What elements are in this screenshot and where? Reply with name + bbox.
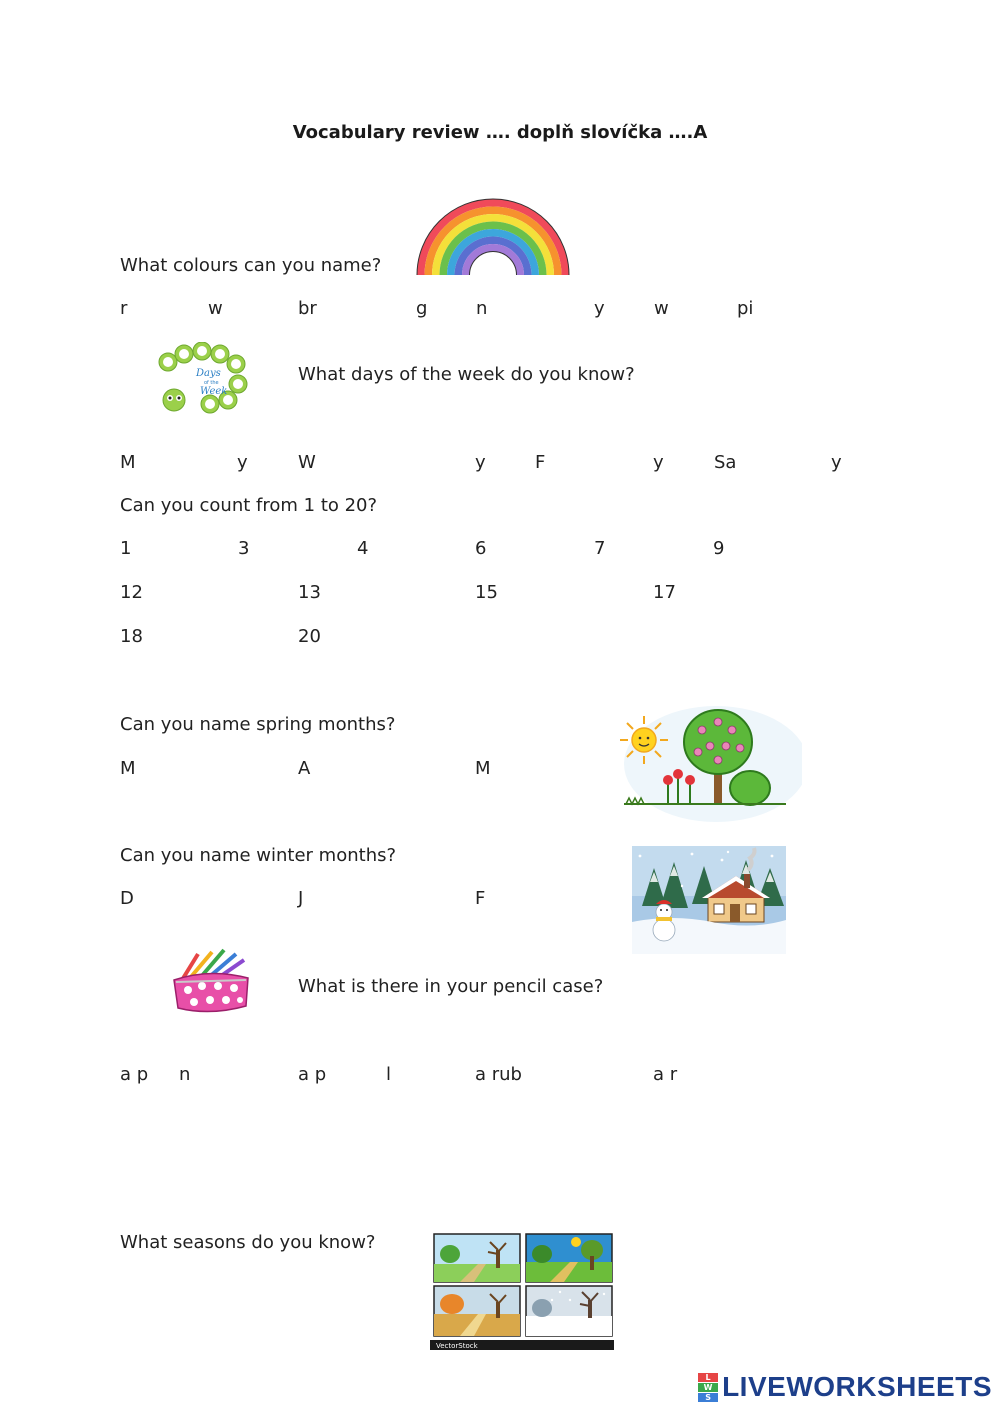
- seasons-question: What seasons do you know?: [120, 1232, 376, 1253]
- winter-fragment[interactable]: F: [475, 888, 486, 909]
- colour-fragment[interactable]: r: [120, 298, 128, 319]
- number-item[interactable]: 1: [120, 538, 132, 559]
- day-fragment[interactable]: F: [535, 452, 546, 473]
- rainbow-image: [414, 193, 572, 279]
- colour-fragment[interactable]: g: [416, 298, 428, 319]
- spring-fragment[interactable]: A: [298, 758, 311, 779]
- logo-badge-letter: S: [698, 1393, 718, 1402]
- number-item[interactable]: 12: [120, 582, 143, 603]
- pencil-fragment[interactable]: a rub: [475, 1064, 522, 1085]
- day-fragment[interactable]: y: [831, 452, 842, 473]
- number-item[interactable]: 9: [713, 538, 725, 559]
- winter-image: [632, 846, 786, 954]
- colour-fragment[interactable]: pi: [737, 298, 754, 319]
- days-image-word: Days: [196, 368, 221, 379]
- number-item[interactable]: 20: [298, 626, 321, 647]
- day-fragment[interactable]: W: [298, 452, 316, 473]
- winter-fragment[interactable]: D: [120, 888, 134, 909]
- logo-badge-letter: W: [698, 1383, 718, 1392]
- number-item[interactable]: 6: [475, 538, 487, 559]
- day-fragment[interactable]: y: [653, 452, 664, 473]
- days-question: What days of the week do you know?: [298, 364, 635, 385]
- spring-image: [606, 700, 802, 828]
- spring-fragment[interactable]: M: [475, 758, 491, 779]
- pencil-fragment[interactable]: a p: [120, 1064, 149, 1085]
- pencil-fragment[interactable]: n: [179, 1064, 191, 1085]
- page-title: Vocabulary review …. doplň slovíčka ….A: [292, 122, 708, 143]
- number-item[interactable]: 18: [120, 626, 143, 647]
- number-item[interactable]: 13: [298, 582, 321, 603]
- colour-fragment[interactable]: n: [476, 298, 488, 319]
- day-fragment[interactable]: y: [475, 452, 486, 473]
- spring-question: Can you name spring months?: [120, 714, 396, 735]
- liveworksheets-logo[interactable]: [698, 1371, 992, 1403]
- pencil-case-question: What is there in your pencil case?: [298, 976, 604, 997]
- number-item[interactable]: 7: [594, 538, 606, 559]
- seasons-image-caption: VectorStock: [436, 1342, 478, 1350]
- colour-fragment[interactable]: y: [594, 298, 605, 319]
- logo-text: LIVEWORKSHEETS: [722, 1371, 992, 1402]
- winter-fragment[interactable]: J: [298, 888, 304, 909]
- days-image-word: Week: [200, 386, 228, 397]
- pencil-fragment[interactable]: a r: [653, 1064, 678, 1085]
- spring-fragment[interactable]: M: [120, 758, 136, 779]
- days-image-word: of the: [204, 380, 219, 386]
- colours-question: What colours can you name?: [120, 255, 382, 276]
- days-of-week-image: [154, 342, 252, 414]
- pencil-case-image: [168, 946, 254, 1018]
- seasons-image: [430, 1230, 614, 1350]
- number-item[interactable]: 17: [653, 582, 676, 603]
- logo-badge: [698, 1373, 718, 1402]
- colour-fragment[interactable]: w: [208, 298, 223, 319]
- pencil-fragment[interactable]: a p: [298, 1064, 327, 1085]
- numbers-question: Can you count from 1 to 20?: [120, 495, 378, 516]
- colour-fragment[interactable]: w: [654, 298, 669, 319]
- day-fragment[interactable]: Sa: [714, 452, 737, 473]
- winter-question: Can you name winter months?: [120, 845, 397, 866]
- logo-badge-letter: L: [698, 1373, 718, 1382]
- number-item[interactable]: 15: [475, 582, 498, 603]
- day-fragment[interactable]: M: [120, 452, 136, 473]
- pencil-fragment[interactable]: l: [386, 1064, 392, 1085]
- number-item[interactable]: 4: [357, 538, 369, 559]
- day-fragment[interactable]: y: [237, 452, 248, 473]
- number-item[interactable]: 3: [238, 538, 250, 559]
- rainbow-svg: [414, 193, 572, 279]
- colour-fragment[interactable]: br: [298, 298, 317, 319]
